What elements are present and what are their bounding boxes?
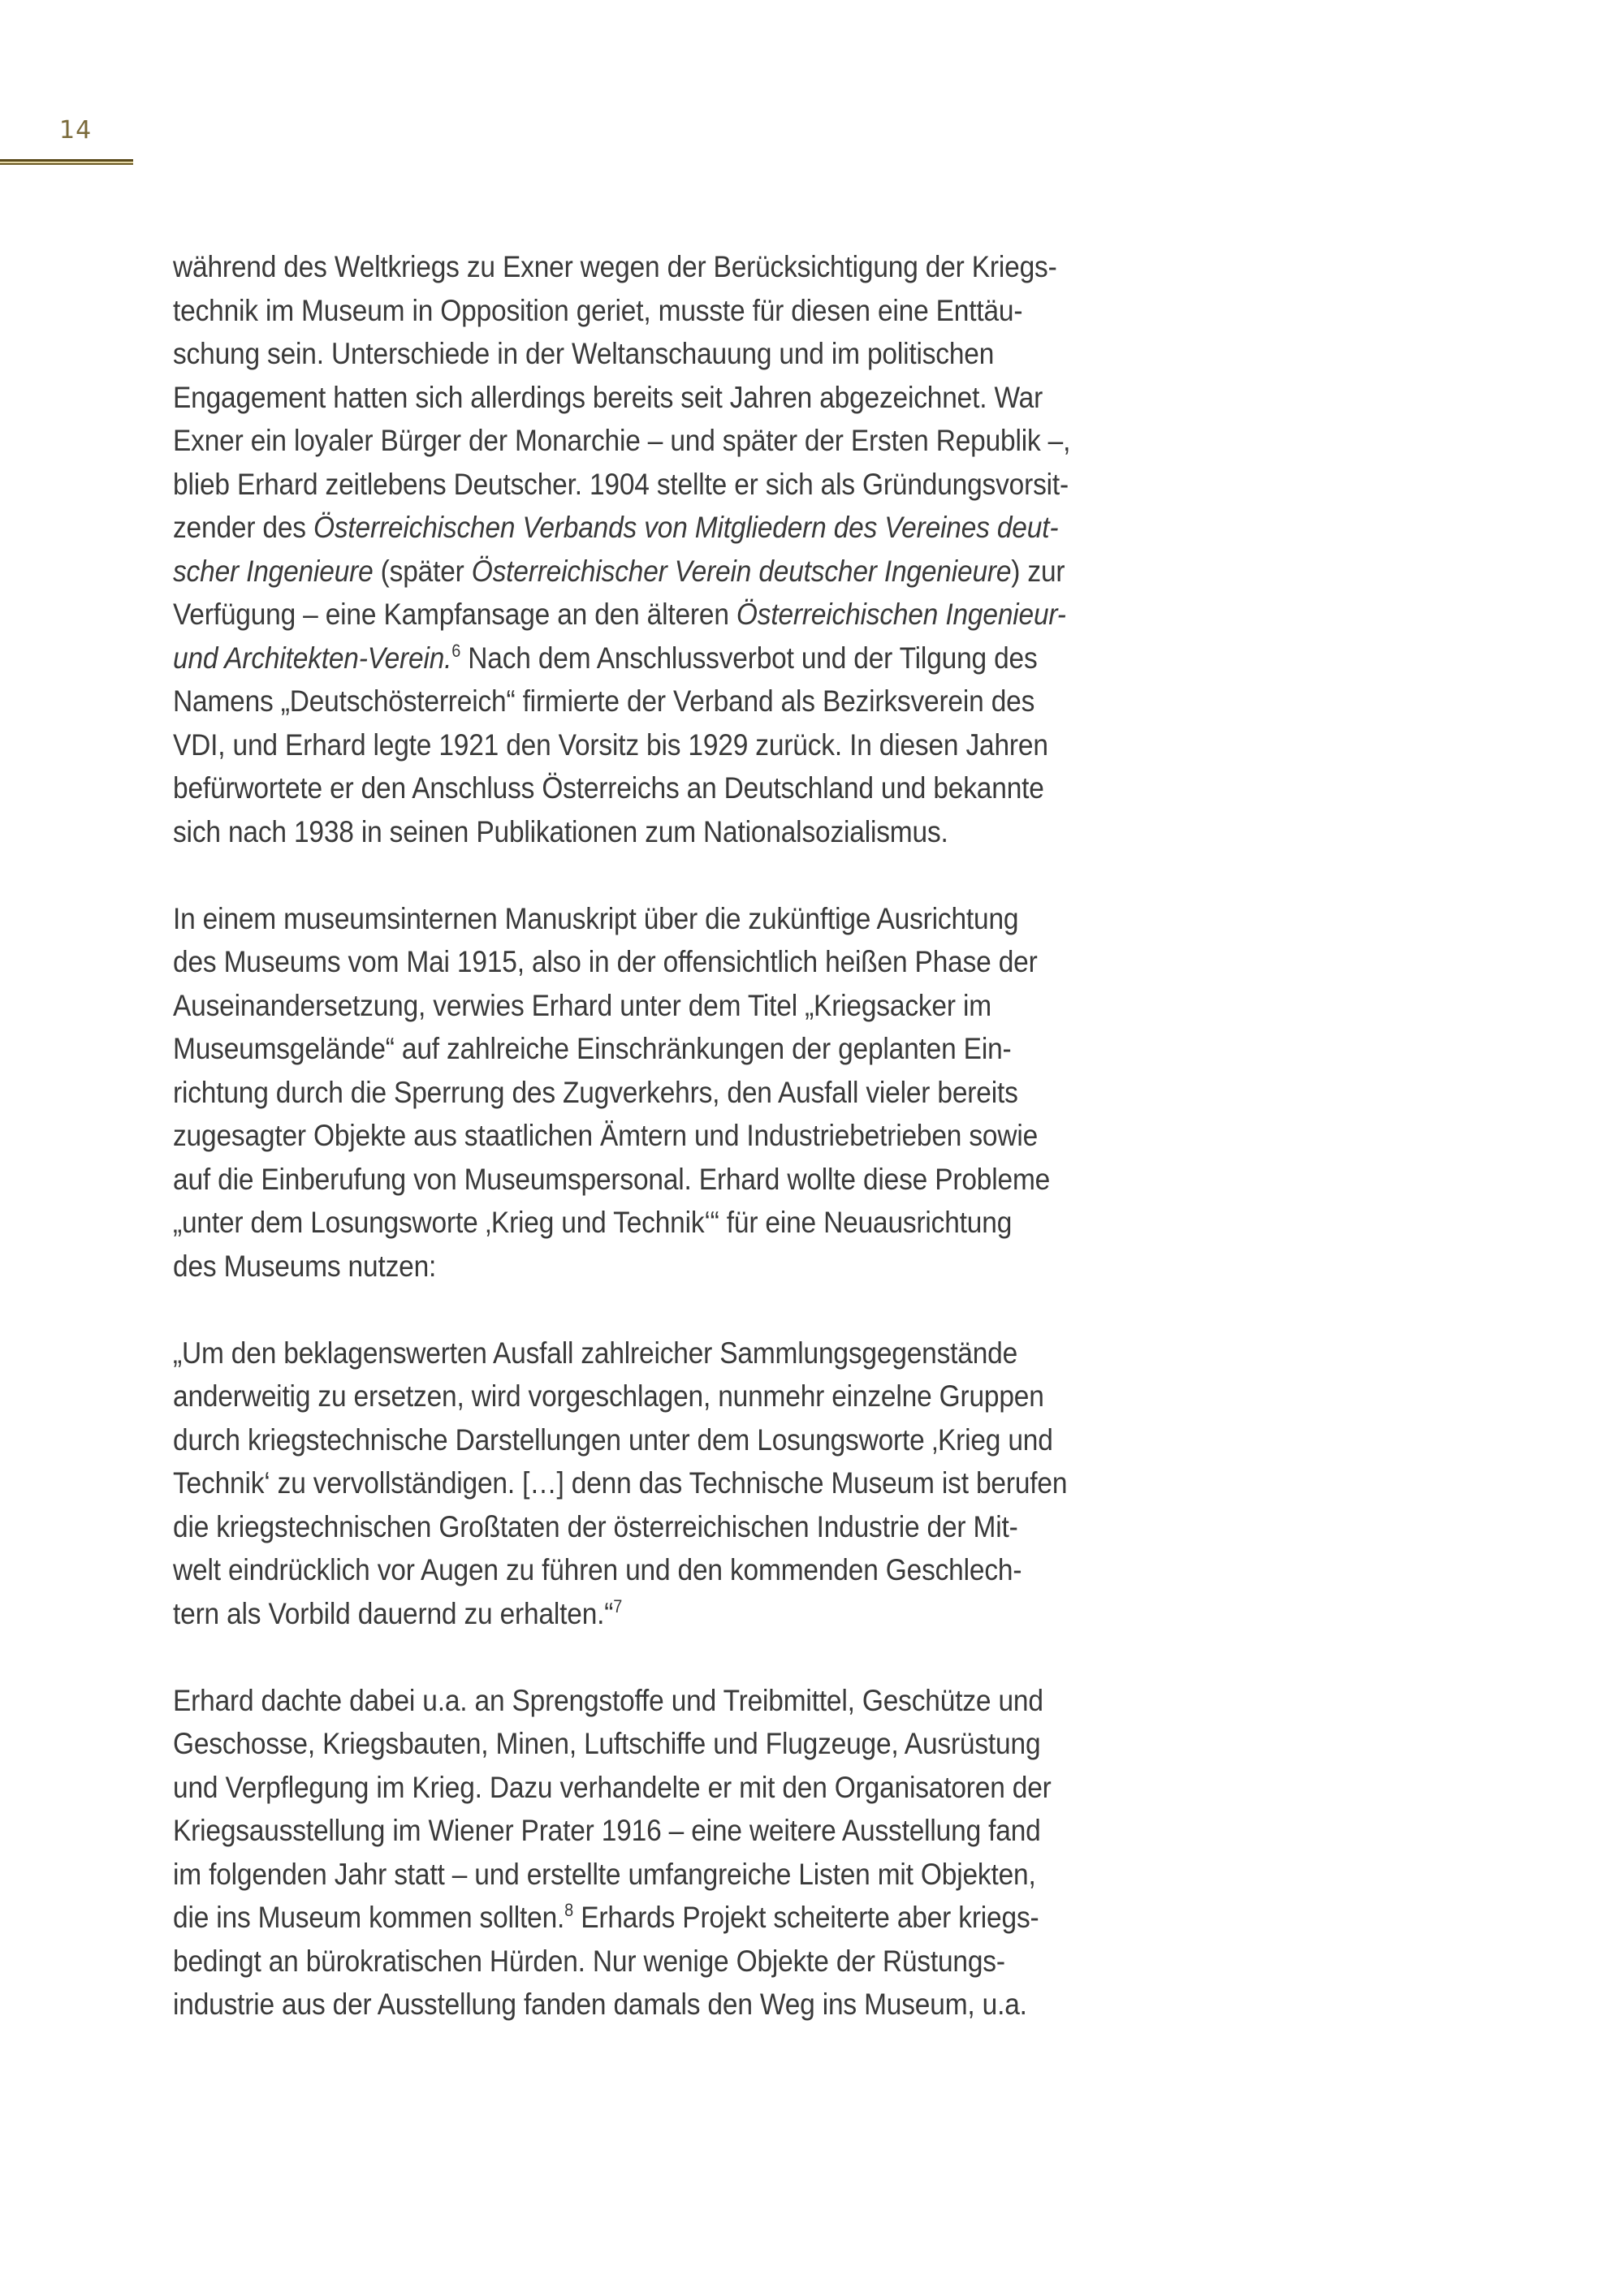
- text-line: [173, 1505, 1202, 1549]
- text-line: [173, 810, 1202, 854]
- text-line: [173, 463, 1202, 507]
- text-segment: (später: [373, 554, 472, 588]
- text-segment: und Verpflegung im Krieg. Dazu verhandelte er mit den Organisatoren der: [173, 1770, 1052, 1804]
- text-line: [173, 1722, 1202, 1766]
- text-segment: die ins Museum kommen sollten.: [173, 1901, 565, 1934]
- text-segment: des Museums vom Mai 1915, also in der offensichtlich heißen Phase der: [173, 945, 1038, 978]
- text-segment: die kriegstechnischen Großtaten der österreichischen Industrie der Mit-: [173, 1509, 1018, 1543]
- text-line: [173, 984, 1202, 1028]
- text-segment: Erhard dachte dabei u.a. an Sprengstoffe und Treibmittel, Geschütze und: [173, 1683, 1043, 1717]
- paragraph: [173, 1679, 1310, 2027]
- footnote-marker: 7: [613, 1595, 623, 1616]
- text-segment: Erhards Projekt scheiterte aber kriegs-: [573, 1901, 1039, 1934]
- text-segment: richtung durch die Sperrung des Zugverkehrs, den Ausfall vieler bereits: [173, 1075, 1018, 1109]
- text-line: [173, 506, 1202, 550]
- text-segment: Kriegsausstellung im Wiener Prater 1916 – eine weitere Ausstellung fand: [173, 1814, 1041, 1847]
- italic-title: Österreichischen Verbands von Mitgliedern des Vereines deut-: [313, 511, 1059, 544]
- text-segment: schung sein. Unterschiede in der Weltanschauung und im politischen: [173, 337, 995, 370]
- text-line: [173, 1940, 1202, 1983]
- paragraph-gap: [173, 1288, 1310, 1332]
- text-segment: zugesagter Objekte aus staatlichen Ämtern und Industriebetrieben sowie: [173, 1119, 1039, 1152]
- block-quote: [173, 1332, 1310, 1636]
- text-segment: Technik‘ zu vervollständigen. […] denn das Technische Museum ist berufen: [173, 1466, 1068, 1500]
- italic-title: Österreichischen Ingenieur-: [736, 598, 1066, 631]
- text-segment: „Um den beklagenswerten Ausfall zahlreicher Sammlungsgegenstände: [173, 1336, 1018, 1370]
- text-segment: tern als Vorbild dauernd zu erhalten.“: [173, 1596, 614, 1630]
- text-segment: welt eindrücklich vor Augen zu führen und den kommenden Geschlech-: [173, 1553, 1022, 1586]
- text-line: [173, 1071, 1202, 1115]
- text-line: [173, 1418, 1202, 1462]
- text-line: [173, 680, 1202, 723]
- text-segment: befürwortete er den Anschluss Österreichs an Deutschland und bekannte: [173, 771, 1044, 805]
- italic-title: und Architekten-Verein.: [173, 641, 452, 675]
- text-line: [173, 550, 1202, 594]
- text-line: [173, 1853, 1202, 1897]
- text-line: [173, 1983, 1202, 2027]
- text-line: [173, 940, 1202, 984]
- text-segment: Auseinandersetzung, verwies Erhard unter dem Titel „Kriegsacker im: [173, 988, 991, 1022]
- text-segment: industrie aus der Ausstellung fanden damals den Weg ins Museum, u.a.: [173, 1988, 1027, 2021]
- text-segment: In einem museumsinternen Manuskript über die zukünftige Ausrichtung: [173, 901, 1019, 935]
- text-line: [173, 1201, 1202, 1245]
- text-line: [173, 1158, 1202, 1202]
- text-line: [173, 1332, 1202, 1375]
- text-segment: Engagement hatten sich allerdings bereits seit Jahren abgezeichnet. War: [173, 380, 1043, 414]
- italic-title: Österreichischer Verein deutscher Ingenieure: [471, 554, 1012, 588]
- text-line: [173, 1375, 1202, 1418]
- italic-title: scher Ingenieure: [173, 554, 374, 588]
- text-segment: des Museums nutzen:: [173, 1249, 437, 1283]
- footnote-marker: 8: [564, 1900, 574, 1920]
- text-line: [173, 723, 1202, 767]
- text-line: [173, 245, 1202, 289]
- text-segment: durch kriegstechnische Darstellungen unter dem Losungsworte ‚Krieg und: [173, 1422, 1053, 1457]
- text-line: [173, 1461, 1202, 1505]
- text-line: [173, 1766, 1202, 1810]
- text-line: [173, 637, 1202, 680]
- text-segment: Namens „Deutschösterreich“ firmierte der Verband als Bezirksverein des: [173, 684, 1035, 718]
- text-line: [173, 1245, 1202, 1288]
- text-segment: bedingt an bürokratischen Hürden. Nur wenige Objekte der Rüstungs-: [173, 1944, 1005, 1978]
- text-line: [173, 289, 1202, 333]
- text-segment: Exner ein loyaler Bürger der Monarchie – und später der Ersten Republik –,: [173, 424, 1071, 457]
- text-line: [173, 332, 1202, 376]
- text-segment: Nach dem Anschlussverbot und der Tilgung des: [460, 641, 1038, 675]
- header-rule: [0, 159, 133, 165]
- text-segment: sich nach 1938 in seinen Publikationen zum Nationalsozialismus.: [173, 814, 948, 848]
- paragraph: [173, 245, 1310, 853]
- text-segment: Verfügung – eine Kampfansage an den älteren: [173, 598, 736, 631]
- text-segment: Geschosse, Kriegsbauten, Minen, Luftschiffe und Flugzeuge, Ausrüstung: [173, 1727, 1041, 1760]
- text-line: [173, 1896, 1202, 1940]
- paragraph-gap: [173, 1635, 1310, 1679]
- text-segment: im folgenden Jahr statt – und erstellte umfangreiche Listen mit Objekten,: [173, 1857, 1036, 1891]
- text-line: [173, 1027, 1202, 1071]
- page-number: 14: [59, 116, 93, 145]
- text-line: [173, 419, 1202, 463]
- text-segment: während des Weltkriegs zu Exner wegen der Berücksichtigung der Kriegs-: [173, 250, 1057, 283]
- text-line: [173, 1592, 1202, 1636]
- text-line: [173, 897, 1202, 941]
- text-line: [173, 1679, 1202, 1723]
- text-segment: „unter dem Losungsworte ‚Krieg und Technik‘“ für eine Neuausrichtung: [173, 1206, 1013, 1239]
- text-segment: technik im Museum in Opposition geriet, musste für diesen eine Enttäu-: [173, 293, 1023, 327]
- text-line: [173, 766, 1202, 810]
- text-line: [173, 1548, 1202, 1592]
- paragraph: [173, 897, 1310, 1288]
- text-segment: Museumsgelände“ auf zahlreiche Einschränkungen der geplanten Ein-: [173, 1032, 1012, 1065]
- text-segment: ) zur: [1011, 554, 1065, 588]
- text-segment: auf die Einberufung von Museumspersonal. Erhard wollte diese Probleme: [173, 1162, 1051, 1196]
- text-line: [173, 1809, 1202, 1853]
- text-line: [173, 593, 1202, 637]
- text-segment: VDI, und Erhard legte 1921 den Vorsitz bis 1929 zurück. In diesen Jahren: [173, 727, 1048, 762]
- body-text: [173, 245, 1310, 2027]
- text-segment: anderweitig zu ersetzen, wird vorgeschlagen, nunmehr einzelne Gruppen: [173, 1379, 1044, 1413]
- footnote-marker: 6: [451, 640, 461, 661]
- text-segment: zender des: [173, 511, 313, 544]
- text-line: [173, 1114, 1202, 1158]
- text-segment: blieb Erhard zeitlebens Deutscher. 1904 stellte er sich als Gründungsvorsit-: [173, 467, 1069, 501]
- text-line: [173, 376, 1202, 420]
- paragraph-gap: [173, 853, 1310, 897]
